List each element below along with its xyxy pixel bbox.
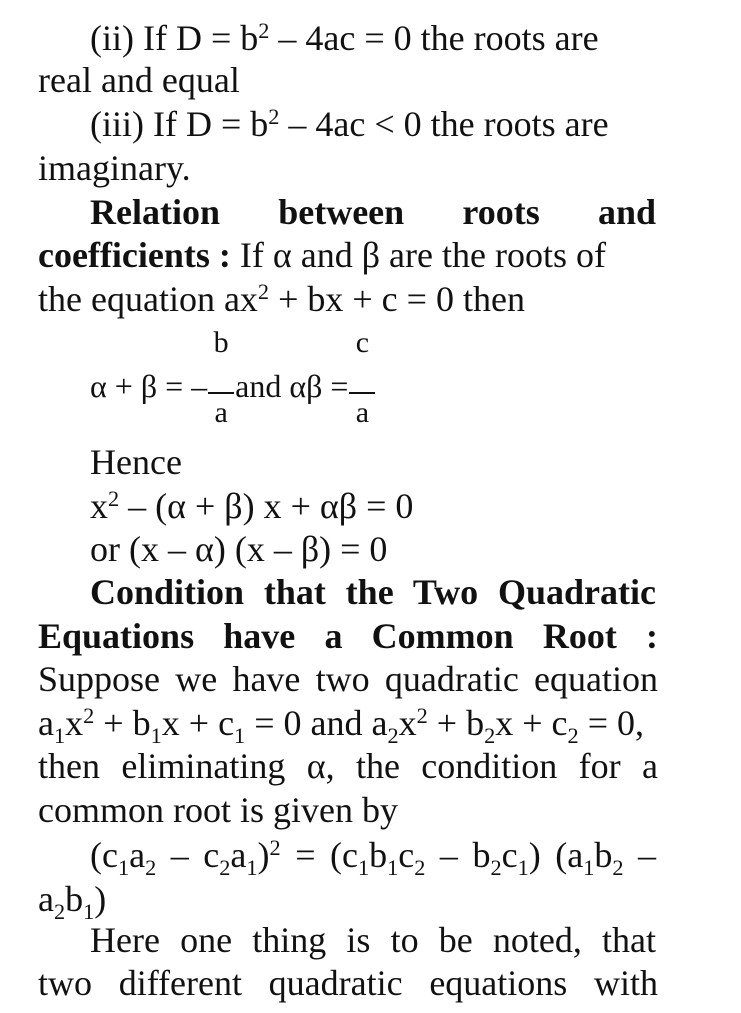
- text-line: Suppose we have two quadratic equation: [38, 659, 658, 699]
- text-line: the equation $ax^2$ + bx + c = 0 then: [38, 278, 525, 319]
- section-heading: Equations have a Common Root :: [38, 616, 658, 656]
- section-heading: Condition that the Two Quadratic: [90, 572, 656, 612]
- text-line: coefficients : If α and β are the roots of: [38, 235, 606, 275]
- formula-token: 2: [612, 854, 624, 880]
- text-line: (iii) If $D = b^2 - 4ac < 0$ the roots are: [90, 103, 609, 144]
- formula-token: –: [623, 835, 657, 875]
- equation-pair: $a_1x^2 + b_1x + c_1 = 0$ and $a_2x^2 + b_2x + c_2 = 0$,: [38, 702, 644, 748]
- formula-token: b: [369, 835, 388, 875]
- text-line: common root is given by: [38, 790, 398, 830]
- formula-token: b: [472, 835, 491, 875]
- formula-token: 1: [517, 854, 529, 880]
- formula-token: c: [398, 835, 415, 875]
- formula-token: ) (: [528, 835, 568, 875]
- condition-formula: $(c_1a_2 - c_2a_1)^2 = (c_1b_1c_2 - b_2c_1)$ ($a_1b_2$ –: [90, 834, 657, 880]
- section-heading: Relation between roots and: [90, 192, 656, 232]
- fraction-c-over-a: $\frac{c}{a}$: [349, 372, 375, 408]
- formula-sum-product: α + β = – $\frac{b}{a}$ and αβ = $\frac{c}{a}$: [90, 364, 710, 408]
- formula-token: c: [501, 835, 518, 875]
- text-line: real and equal: [38, 60, 240, 100]
- text-line: two different quadratic equations with: [38, 963, 658, 1003]
- formula-token: 1: [387, 854, 399, 880]
- formula-token: 2: [414, 854, 426, 880]
- formula-token: b: [594, 835, 613, 875]
- formula-token: a: [567, 835, 584, 875]
- text-line: imaginary.: [38, 148, 191, 188]
- equation: or (x – α) (x – β) = 0: [90, 529, 388, 569]
- formula-token: 2: [490, 854, 502, 880]
- text-line: then eliminating α, the condition for a: [38, 746, 658, 786]
- condition-formula-cont: $a_2b_1$): [38, 879, 107, 924]
- fraction-b-over-a: $\frac{b}{a}$: [208, 372, 234, 408]
- bold-term: coefficients :: [38, 235, 231, 275]
- text-line: Hence: [90, 442, 182, 482]
- equation: $x^2 - (\alpha + \beta) x + \alpha\beta = 0$: [90, 485, 414, 526]
- formula-token: 1: [583, 854, 595, 880]
- formula-token: –: [425, 835, 473, 875]
- text-line: Here one thing is to be noted, that: [90, 920, 656, 960]
- text-line: (ii) If $D = b^2 - 4ac = 0$ the roots are: [90, 17, 599, 58]
